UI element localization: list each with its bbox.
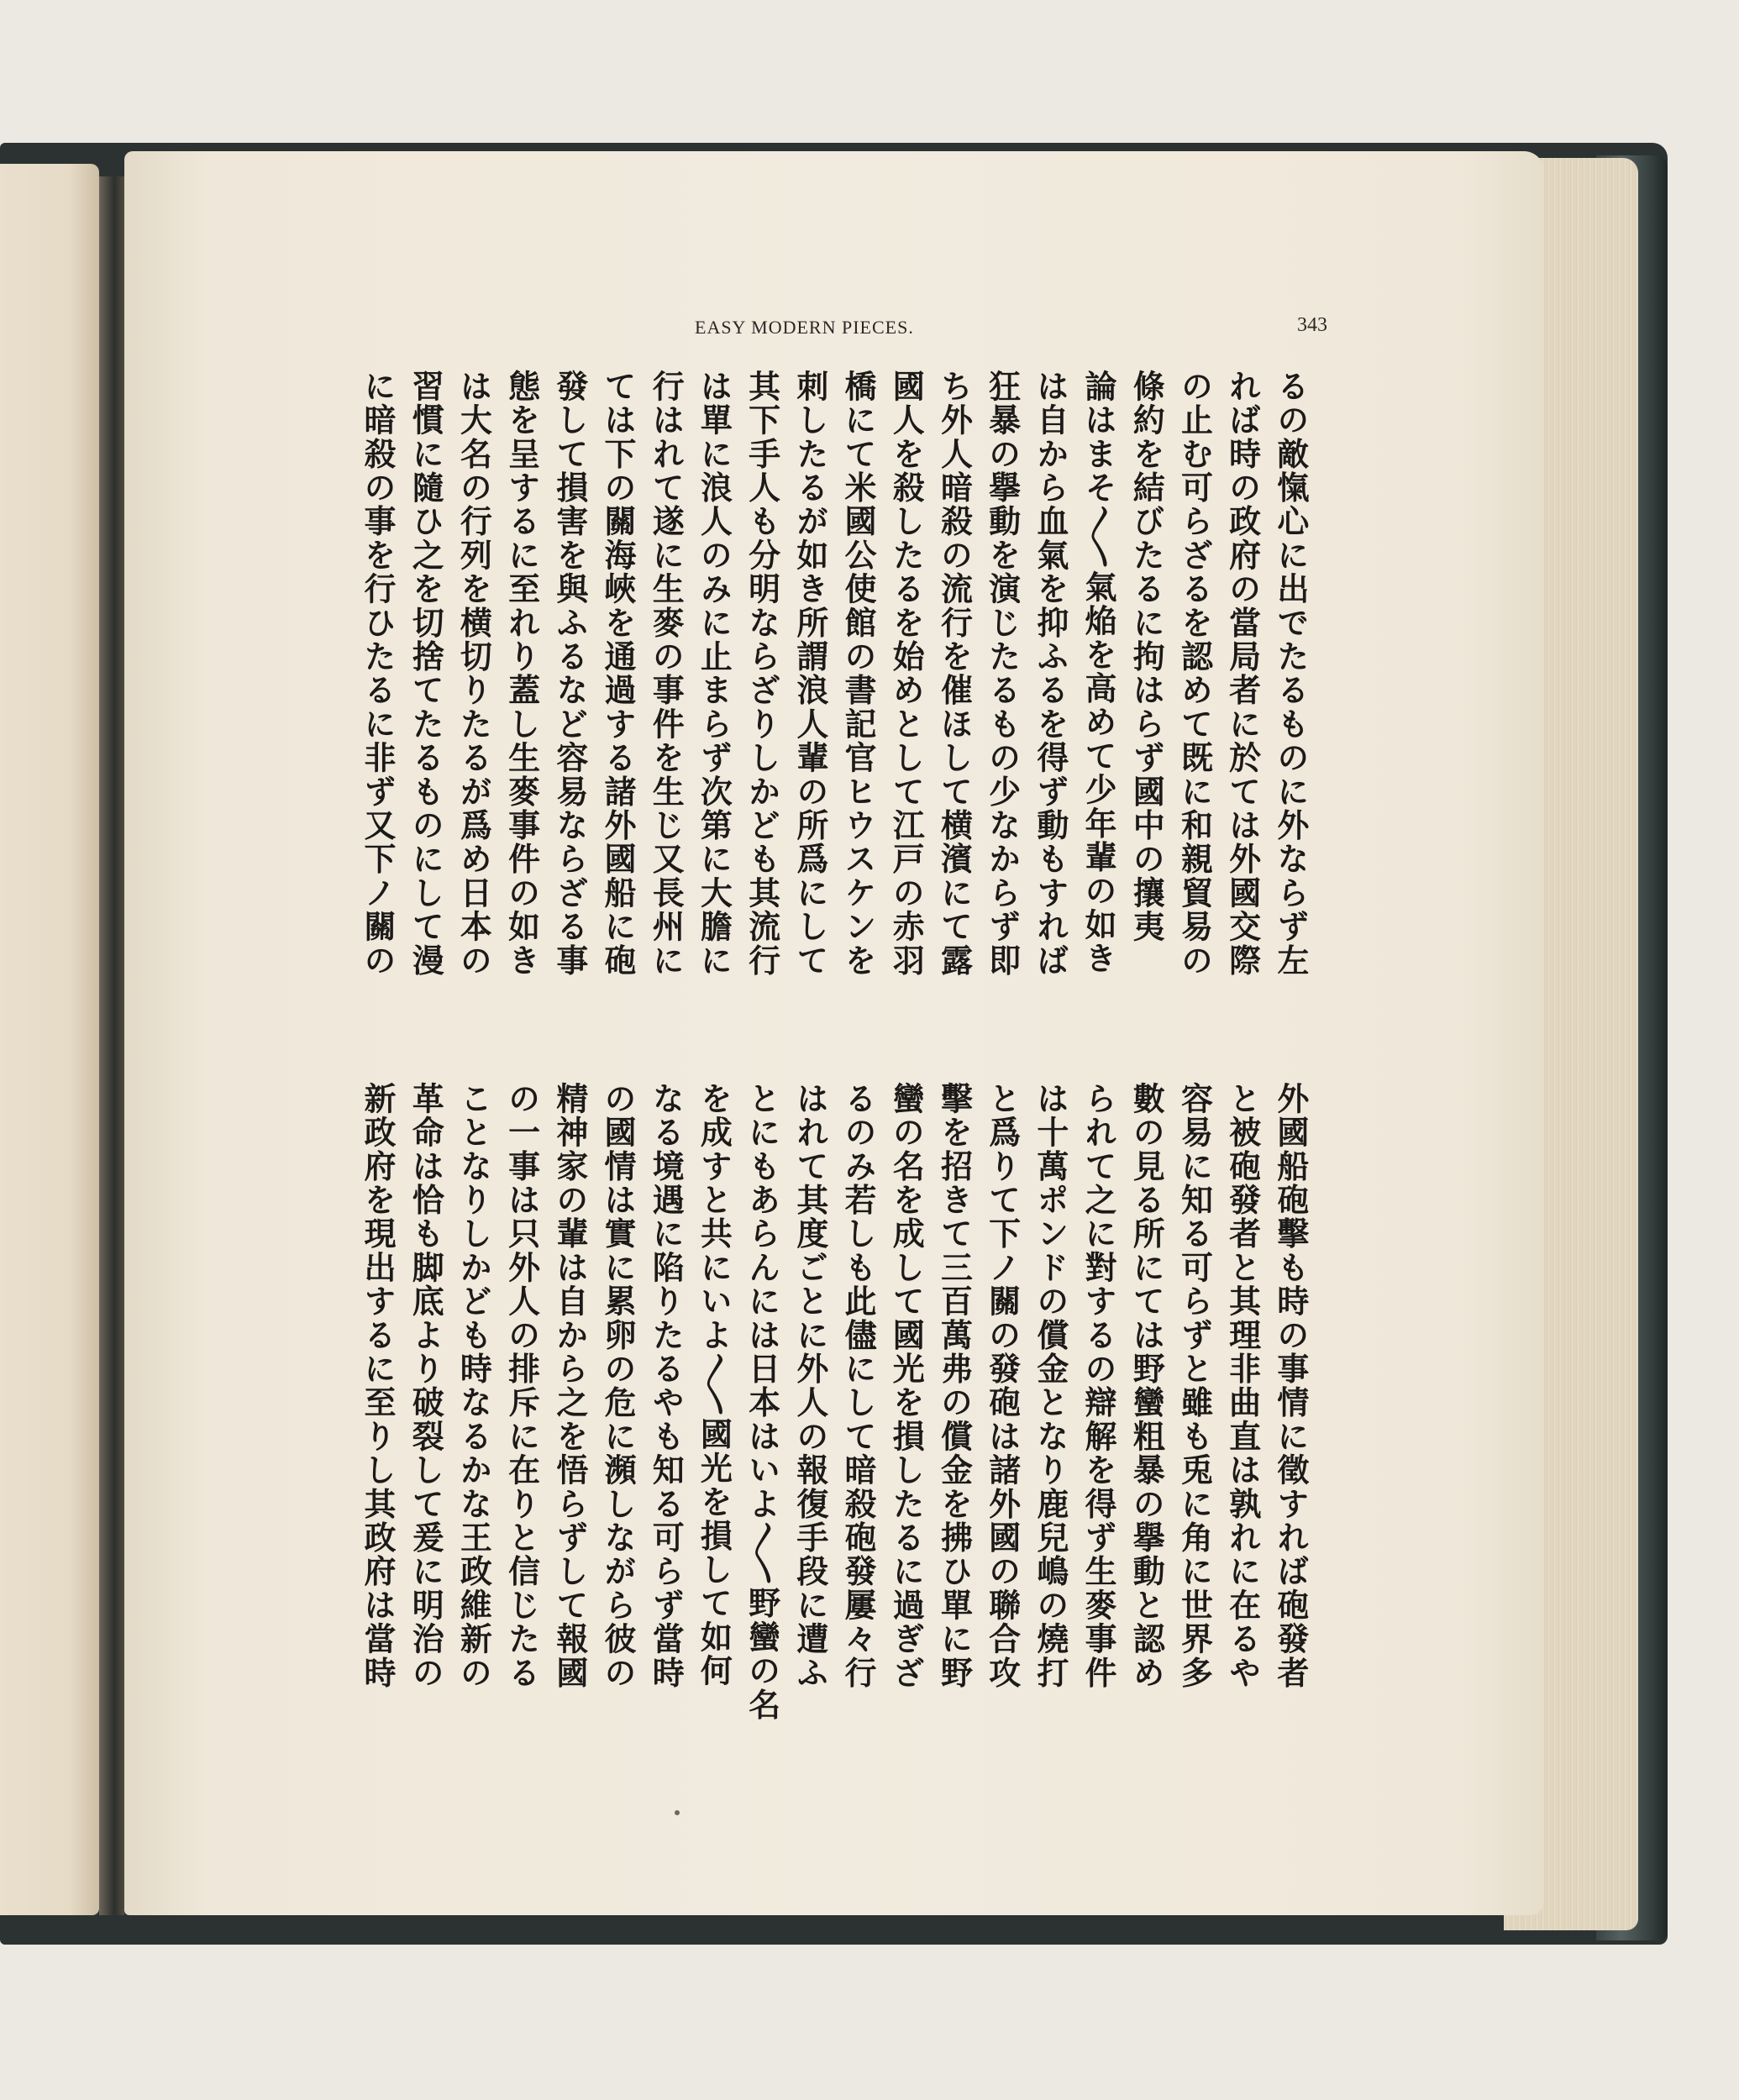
text-column: 外國船砲擊も時の事情に徵すれば砲發者 (1271, 1082, 1310, 1690)
text-column: は單に浪人のみに止まらず次第に大膽に (695, 370, 733, 978)
paper-speck (675, 1810, 680, 1815)
text-column: に暗殺の事を行ひたるに非ず又下ノ關の (359, 370, 397, 978)
text-column: るのみ若しも此儘にして暗殺砲發屢々行 (839, 1082, 878, 1690)
page-number: 343 (1297, 314, 1327, 336)
text-column: 新政府を現出するに至りし其政府は當時 (359, 1082, 397, 1690)
text-column: 狂暴の擧動を演じたるもの少なからず即 (983, 370, 1022, 978)
text-column: れば時の政府の當局者に於ては外國交際 (1223, 370, 1262, 978)
text-column: は自から血氣を抑ふるを得ず動もすれば (1031, 370, 1069, 978)
text-column: なる境遇に陷りたるやも知る可らず當時 (647, 1082, 686, 1690)
text-column: られて之に對するの辯解を得ず生麥事件 (1080, 1082, 1118, 1690)
text-column: を成すと共にいよ〳〵國光を損して如何 (695, 1082, 733, 1688)
text-column: 蠻の名を成して國光を損したるに過ぎざ (887, 1082, 926, 1690)
text-column: 擊を招きて三百萬弗の償金を拂ひ單に野 (935, 1082, 974, 1690)
upper-text-block (357, 370, 1311, 1042)
previous-page-edge (0, 164, 99, 1915)
text-column: 刺したるが如き所謂浪人輩の所爲にして (791, 370, 829, 978)
text-column: 其下手人も分明ならざりしかども其流行 (743, 370, 781, 978)
text-column: 精神家の輩は自から之を悟らずして報國 (550, 1082, 589, 1690)
text-column: 國人を殺したるを始めとして江戸の赤羽 (887, 370, 926, 978)
text-column: るの敵愾心に出でたるものに外ならず左 (1271, 370, 1310, 978)
text-column: とにもあらんには日本はいよ〳〵野蠻の名 (743, 1082, 781, 1722)
text-column: 態を呈するに至れり蓋し生麥事件の如き (502, 370, 541, 978)
text-column: の國情は實に累卵の危に瀕しながら彼の (599, 1082, 638, 1690)
text-column: はれて其度ごとに外人の報復手段に遭ふ (791, 1082, 829, 1690)
book-gutter (99, 176, 124, 1915)
text-column: ち外人暗殺の流行を催ほして横濱にて露 (935, 370, 974, 978)
text-column: の一事は只外人の排斥に在りと信じたる (502, 1082, 541, 1690)
text-column: と爲りて下ノ關の發砲は諸外國の聯合攻 (983, 1082, 1022, 1690)
text-column: と被砲發者と其理非曲直は孰れに在るや (1223, 1082, 1262, 1690)
text-column: 行はれて遂に生麥の事件を生じ又長州に (647, 370, 686, 978)
text-column: 革命は恰も脚底より破裂して爰に明治の (407, 1082, 445, 1690)
text-column: 發して損害を與ふるなど容易ならざる事 (550, 370, 589, 978)
text-column: 條約を結びたるに拘はらず國中の攘夷 (1127, 370, 1166, 944)
lower-text-block (357, 1082, 1311, 1754)
text-column: ことなりしかども時なるかな王政維新の (454, 1082, 493, 1690)
text-column: 數の見る所にては野蠻粗暴の擧動と認め (1127, 1082, 1166, 1690)
text-column: 習慣に隨ひ之を切捨てたるものにして漫 (407, 370, 445, 978)
text-column: は十萬ポンドの償金となり鹿兒嶋の燒打 (1031, 1082, 1069, 1690)
text-column: 橋にて米國公使館の書記官ヒウスケンを (839, 370, 878, 978)
text-column: は大名の行列を横切りたるが爲め日本の (454, 370, 493, 978)
text-column: の止む可らざるを認めて既に和親貿易の (1175, 370, 1214, 978)
text-column: 論はまそ〳〵氣焔を高めて少年輩の如き (1080, 370, 1118, 976)
text-column: 容易に知る可らずと雖も兎に角に世界多 (1175, 1082, 1214, 1690)
running-head: EASY MODERN PIECES. (695, 317, 914, 338)
text-column: ては下の關海峽を通過する諸外國船に砲 (599, 370, 638, 978)
